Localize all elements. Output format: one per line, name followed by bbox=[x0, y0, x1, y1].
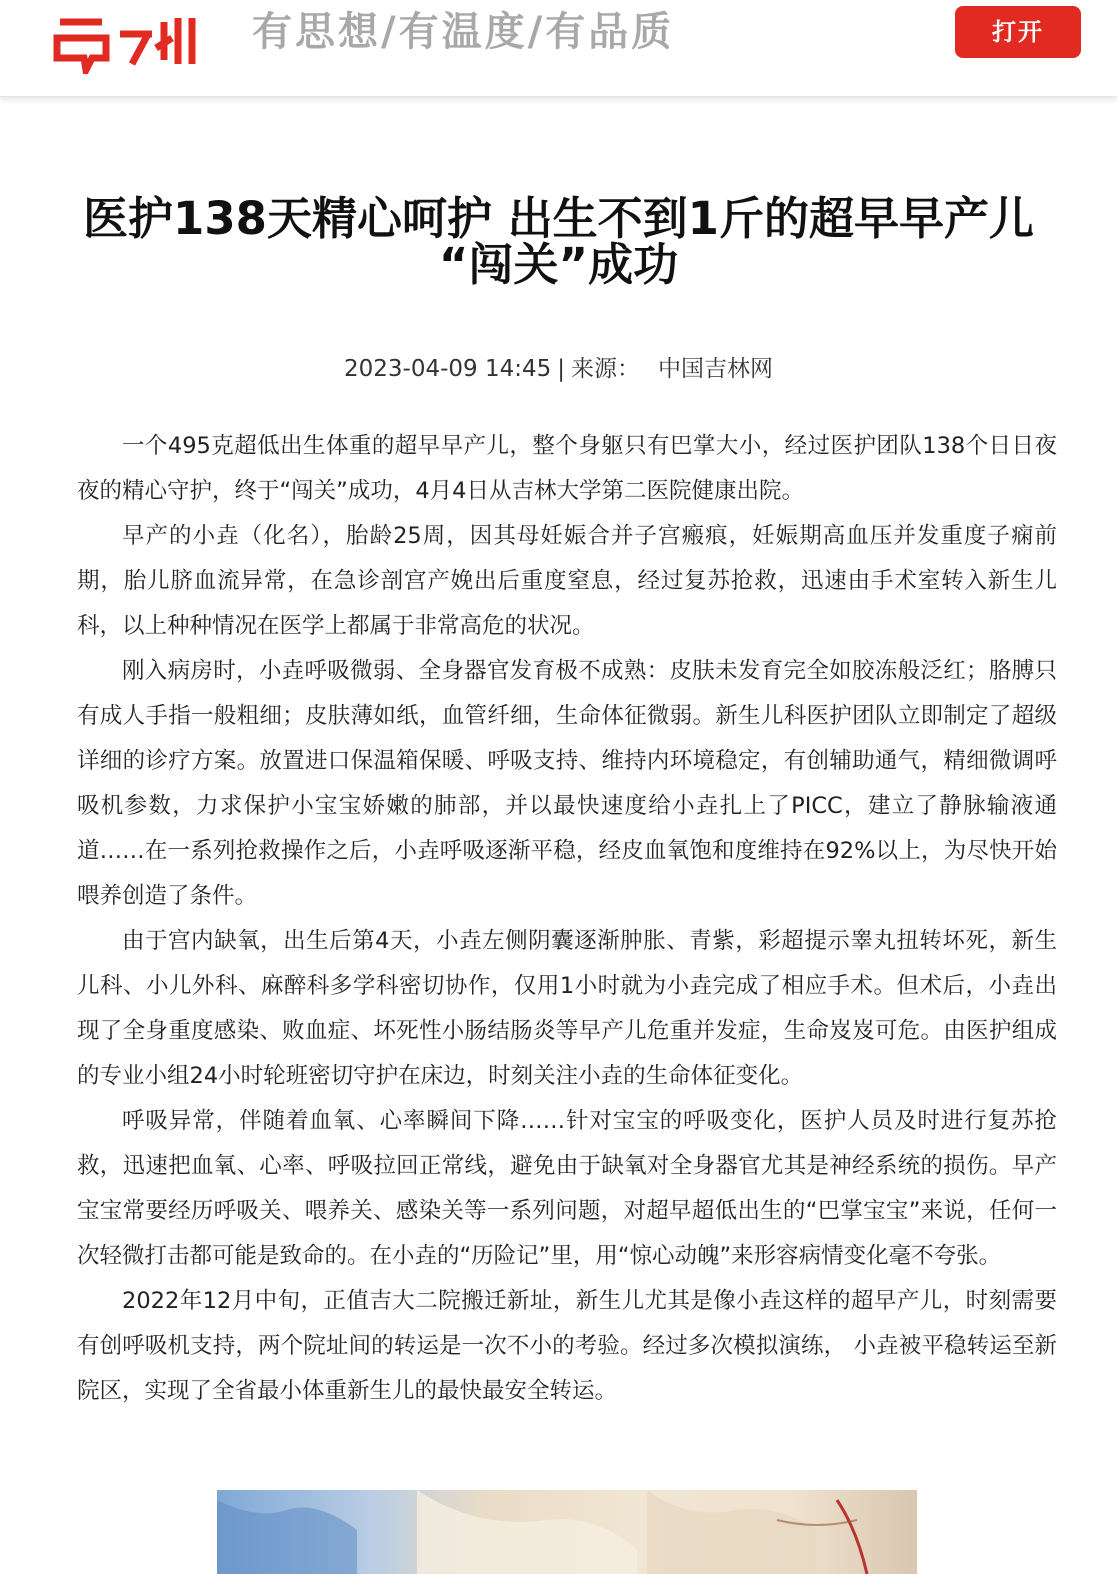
article-body bbox=[77, 424, 1057, 1414]
article-title-line-1: 医护138天精心呵护 出生不到1斤的超早早产儿 bbox=[83, 192, 1034, 245]
article-paragraph: 刚入病房时，小垚呼吸微弱、全身器官发育极不成熟：皮肤未发育完全如胶冻般泛红；胳膊只有成人手指一般粗细；皮肤薄如纸，血管纤细，生命体征微弱。新生儿科医护团队立即制定了超级详细的诊疗方案。放置进口保温箱保暖、呼吸支持、维持内环境稳定，有创辅助通气，精细微调呼吸机参数，力求保护小宝宝娇嫩的肺部，并以最快速度给小垚扎上了PICC，建立了静脉输液通道……在一系列抢救操作之后，小垚呼吸逐渐平稳，经皮血氧饱和度维持在92%以上，为尽快开始喂养创造了条件。 bbox=[77, 658, 1057, 909]
article-title bbox=[60, 192, 1057, 291]
source-name: 中国吉林网 bbox=[658, 356, 773, 382]
brand-logo[interactable] bbox=[52, 4, 202, 74]
article-title-line-2: “闯关”成功 bbox=[438, 238, 679, 291]
brand-slogan: 有思想/有温度/有品质 bbox=[252, 9, 675, 55]
article-photo bbox=[217, 1490, 917, 1574]
article-paragraph: 呼吸异常，伴随着血氧、心率瞬间下降……针对宝宝的呼吸变化，医护人员及时进行复苏抢救，迅速把血氧、心率、呼吸拉回正常线，避免由于缺氧对全身器官尤其是神经系统的损伤。早产宝宝常要经历呼吸关、喂养关、感染关等一系列问题，对超早超低出生的“巴掌宝宝”来说，任何一次轻微打击都可能是致命的。在小垚的“历险记”里，用“惊心动魄”来形容病情变化毫不夸张。 bbox=[77, 1108, 1057, 1269]
article-paragraph: 由于宫内缺氧，出生后第4天，小垚左侧阴囊逐渐肿胀、青紫，彩超提示睾丸扭转坏死，新生儿科、小儿外科、麻醉科多学科密切协作，仅用1小时就为小垚完成了相应手术。但术后，小垚出现了全身重度感染、败血症、坏死性小肠结肠炎等早产儿危重并发症，生命岌岌可危。由医护组成的专业小组24小时轮班密切守护在床边，时刻关注小垚的生命体征变化。 bbox=[77, 928, 1057, 1089]
article-paragraph: 早产的小垚（化名），胎龄25周，因其母妊娠合并子宫瘢痕，妊娠期高血压并发重度子痫前期，胎儿脐血流异常，在急诊剖宫产娩出后重度窒息，经过复苏抢救，迅速由手术室转入新生儿科，以上种种情况在医学上都属于非常高危的状况。 bbox=[77, 523, 1057, 639]
publish-datetime: 2023-04-09 14:45 bbox=[343, 356, 552, 382]
article-paragraph: 2022年12月中旬，正值吉大二院搬迁新址，新生儿尤其是像小垚这样的超早产儿，时刻需要有创呼吸机支持，两个院址间的转运是一次不小的考验。经过多次模拟演练， 小垚被平稳转运至新院区，实现了全省最小体重新生儿的最快最安全转运。 bbox=[77, 1288, 1057, 1404]
article-paragraph: 一个495克超低出生体重的超早早产儿，整个身躯只有巴掌大小，经过医护团队138个日日夜夜的精心守护，终于“闯关”成功，4月4日从吉林大学第二医院健康出院。 bbox=[77, 433, 1057, 504]
meta-separator: | bbox=[557, 356, 565, 382]
article-meta bbox=[0, 350, 1117, 383]
app-header bbox=[0, 0, 1117, 97]
source-label: 来源： bbox=[571, 356, 640, 382]
open-app-button[interactable]: 打开 bbox=[955, 6, 1081, 58]
